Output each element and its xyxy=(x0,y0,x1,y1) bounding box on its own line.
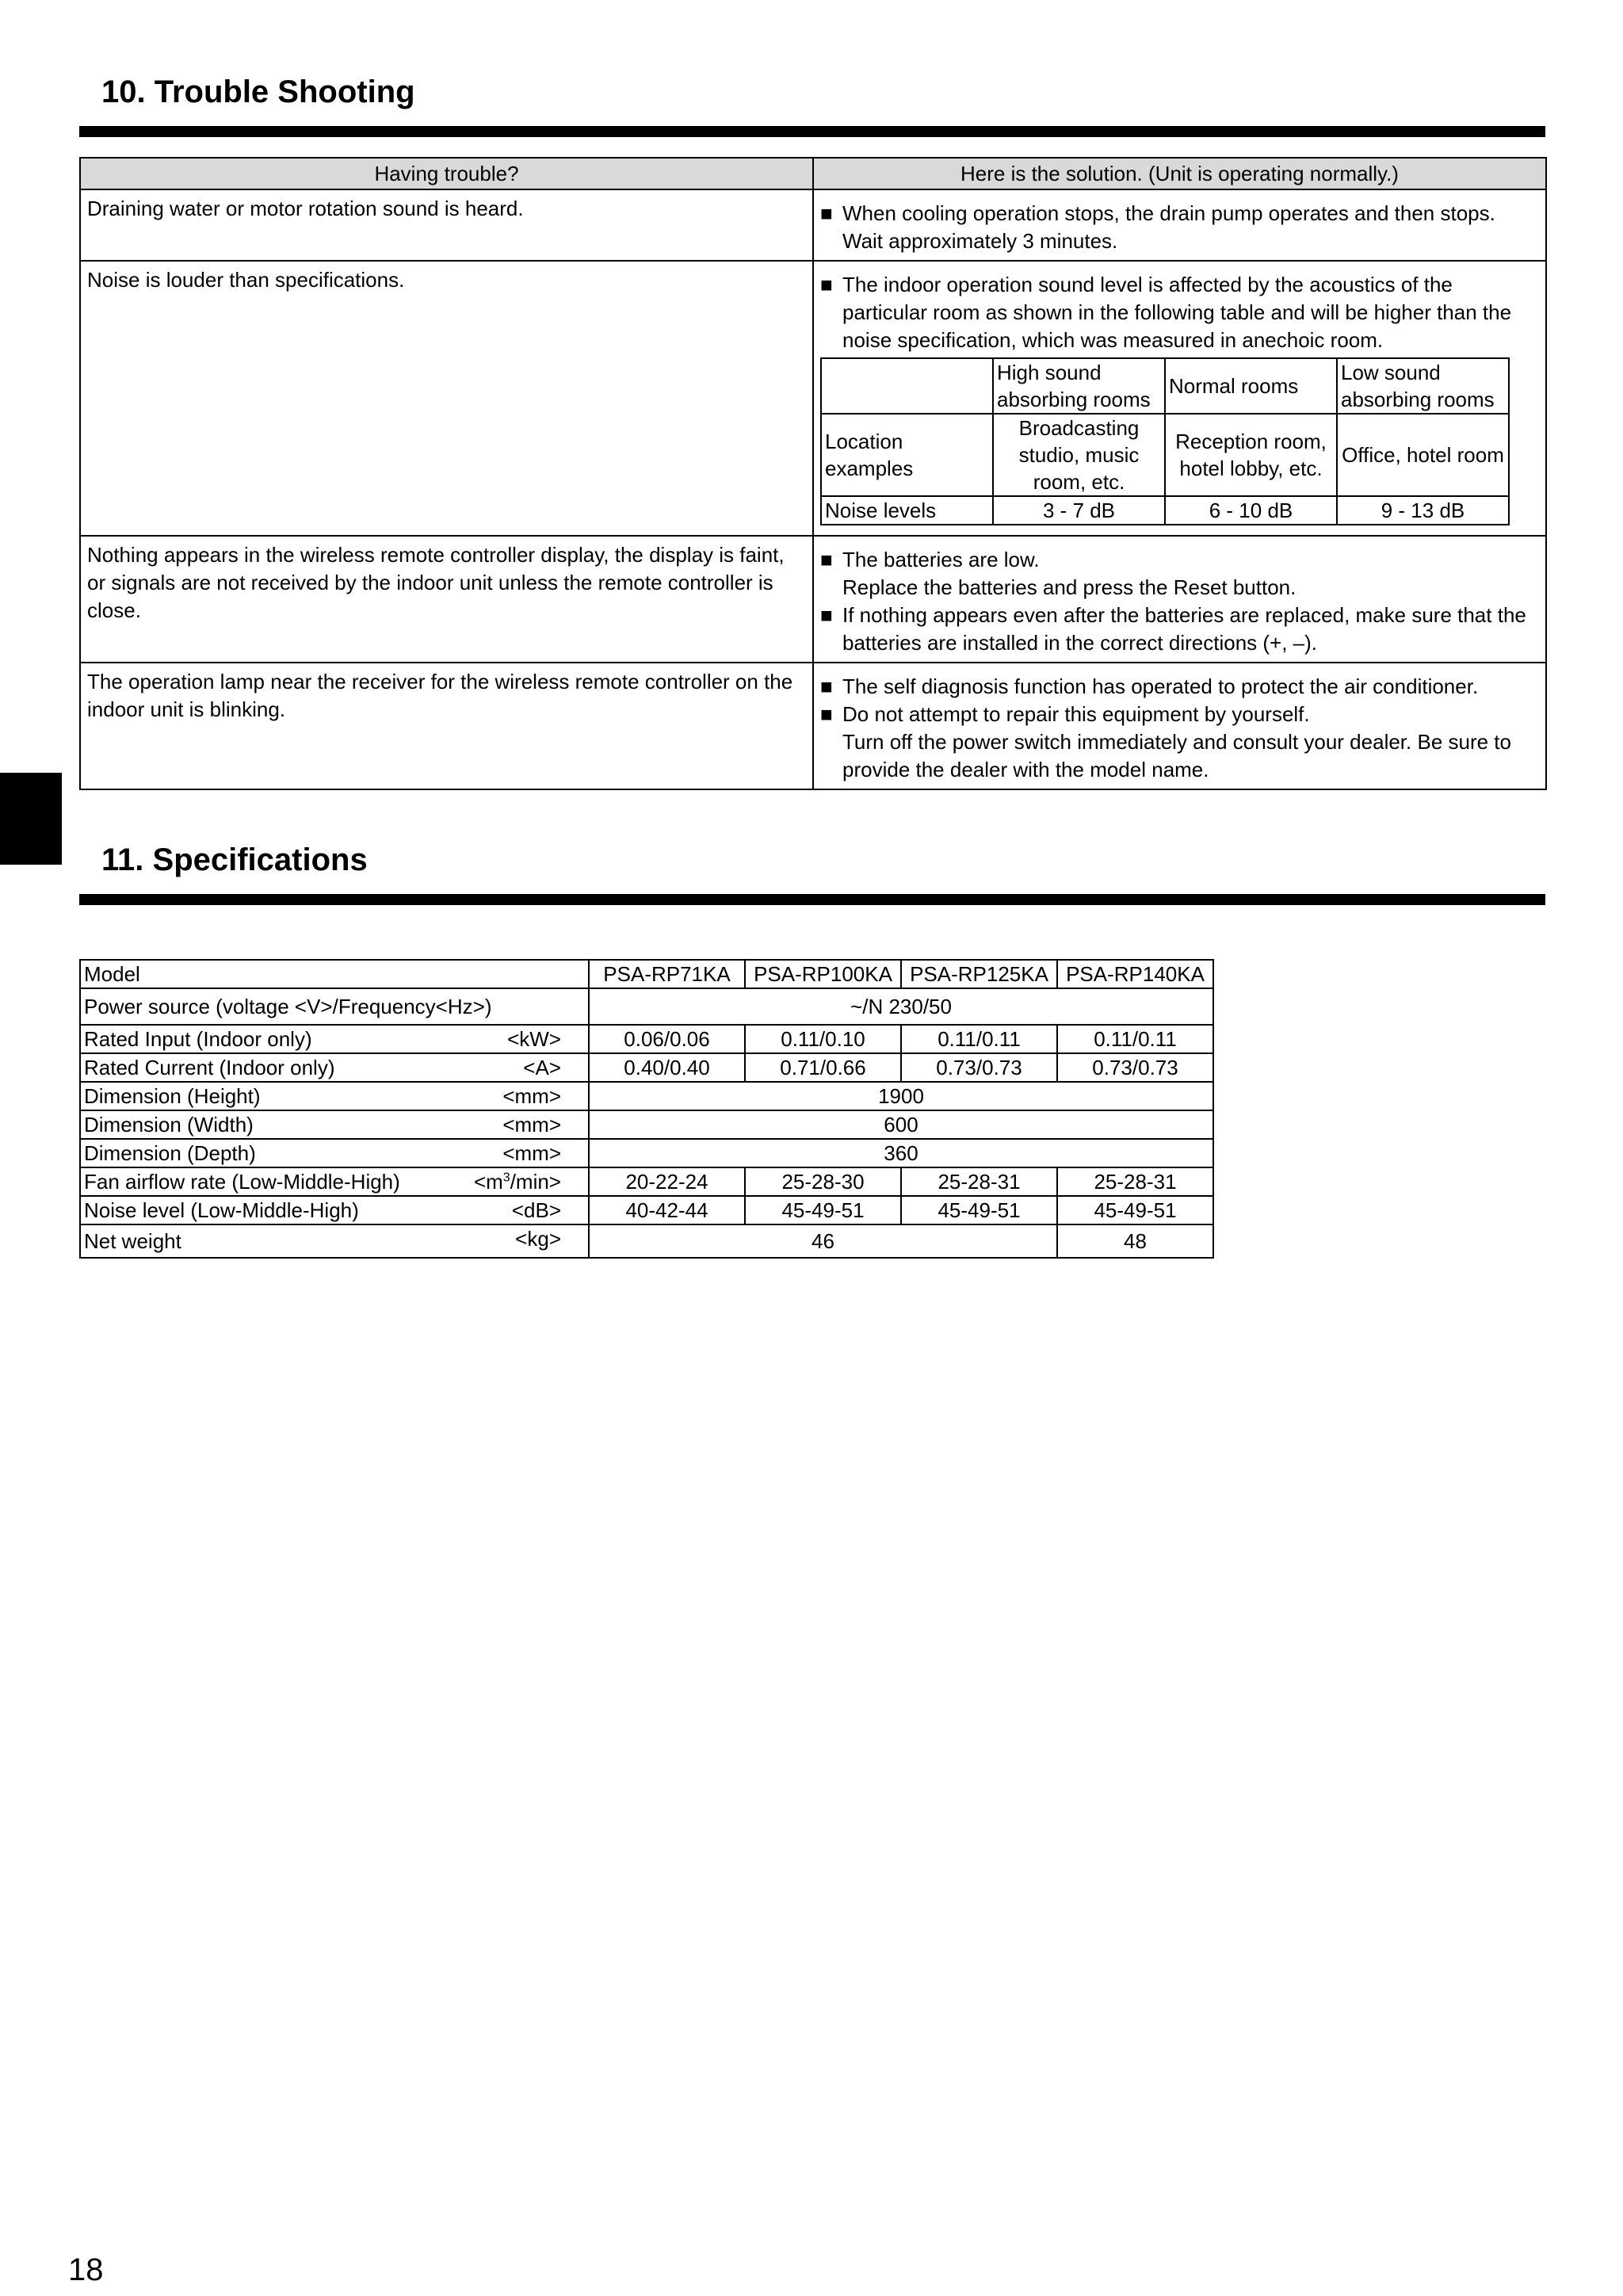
noise-label-text: Noise level (Low-Middle-High) xyxy=(84,1198,359,1222)
input-value: 0.06/0.06 xyxy=(589,1025,745,1053)
solution-cell xyxy=(813,261,1546,536)
noise-level-low: 9 - 13 dB xyxy=(1337,496,1509,525)
noise-unit: <dB> xyxy=(511,1198,561,1222)
weight-label xyxy=(80,1224,589,1258)
width-value: 600 xyxy=(589,1110,1213,1139)
depth-label xyxy=(80,1139,589,1167)
solution-text: Turn off the power switch immediately and consult your dealer. Be sure to provide the dealer with the model name. xyxy=(842,730,1511,781)
noise-value: 45-49-51 xyxy=(901,1196,1057,1224)
solution-text: The batteries are low. xyxy=(842,548,1040,571)
noise-header-normal: Normal rooms xyxy=(1165,358,1337,414)
table-row xyxy=(80,261,1546,536)
current-value: 0.73/0.73 xyxy=(901,1053,1057,1082)
solution-cell xyxy=(813,189,1546,261)
spec-row-power xyxy=(80,988,1213,1025)
current-label xyxy=(80,1053,589,1082)
current-label-text: Rated Current (Indoor only) xyxy=(84,1056,335,1079)
noise-value: 45-49-51 xyxy=(745,1196,901,1224)
solution-cell xyxy=(813,536,1546,663)
solution-text: Wait approximately 3 minutes. xyxy=(842,229,1118,253)
weight-label-text: Net weight xyxy=(84,1229,181,1253)
specifications-table xyxy=(79,959,1214,1259)
input-value: 0.11/0.10 xyxy=(745,1025,901,1053)
title-rule xyxy=(79,126,1545,137)
width-label xyxy=(80,1110,589,1139)
problem-cell: Draining water or motor rotation sound is heard. xyxy=(80,189,813,261)
current-value: 0.71/0.66 xyxy=(745,1053,901,1082)
solution-text: Replace the batteries and press the Reset button. xyxy=(842,575,1296,599)
solution-text: The self diagnosis function has operated to protect the air conditioner. xyxy=(842,674,1479,698)
noise-header-low: Low sound absorbing rooms xyxy=(1337,358,1509,414)
col-header-problem: Having trouble? xyxy=(80,158,813,189)
model-name: PSA-RP100KA xyxy=(745,960,901,988)
bullet-icon: ■ xyxy=(820,273,833,296)
problem-cell: Nothing appears in the wireless remote controller display, the display is faint, or signals are not received by the indoor unit unless the remote controller is close. xyxy=(80,536,813,663)
noise-value: 45-49-51 xyxy=(1057,1196,1213,1224)
solution-cell xyxy=(813,663,1546,789)
table-row xyxy=(80,189,1546,261)
bullet-icon: ■ xyxy=(820,674,833,698)
bullet-icon: ■ xyxy=(820,548,833,571)
side-tab-marker xyxy=(0,773,62,865)
spec-row-current xyxy=(80,1053,1213,1082)
noise-level-high: 3 - 7 dB xyxy=(993,496,1165,525)
fan-unit-post: /min> xyxy=(510,1170,561,1194)
input-label-text: Rated Input (Indoor only) xyxy=(84,1027,312,1051)
power-value: ~/N 230/50 xyxy=(589,988,1213,1025)
fan-value: 25-28-31 xyxy=(901,1167,1057,1196)
input-label xyxy=(80,1025,589,1053)
solution-text: If nothing appears even after the batteries are replaced, make sure that the batteries are installed in the correct directions (+, –). xyxy=(842,603,1526,655)
location-normal: Reception room, hotel lobby, etc. xyxy=(1165,414,1337,496)
width-label-text: Dimension (Width) xyxy=(84,1113,254,1137)
solution-text: When cooling operation stops, the drain pump operates and then stops. xyxy=(842,201,1495,225)
input-value: 0.11/0.11 xyxy=(1057,1025,1213,1053)
bullet-icon: ■ xyxy=(820,201,833,225)
fan-value: 20-22-24 xyxy=(589,1167,745,1196)
table-row xyxy=(80,536,1546,663)
bullet-icon: ■ xyxy=(820,603,833,627)
power-label: Power source (voltage <V>/Frequency<Hz>) xyxy=(80,988,589,1025)
model-name: PSA-RP140KA xyxy=(1057,960,1213,988)
location-high: Broadcasting studio, music room, etc. xyxy=(993,414,1165,496)
location-label: Location examples xyxy=(821,414,993,496)
spec-row-fan xyxy=(80,1167,1213,1196)
col-header-solution: Here is the solution. (Unit is operating normally.) xyxy=(813,158,1546,189)
weight-unit: <kg> xyxy=(515,1227,561,1251)
height-value: 1900 xyxy=(589,1082,1213,1110)
model-label: Model xyxy=(80,960,589,988)
problem-cell: Noise is louder than specifications. xyxy=(80,261,813,536)
table-row xyxy=(80,663,1546,789)
table-header-row xyxy=(80,158,1546,189)
trouble-shooting-table xyxy=(79,157,1547,790)
noise-value: 40-42-44 xyxy=(589,1196,745,1224)
noise-header-high: High sound absorbing rooms xyxy=(993,358,1165,414)
bullet-icon: ■ xyxy=(820,702,833,726)
room-noise-table xyxy=(820,357,1510,525)
fan-value: 25-28-31 xyxy=(1057,1167,1213,1196)
height-label xyxy=(80,1082,589,1110)
spec-row-input xyxy=(80,1025,1213,1053)
current-value: 0.40/0.40 xyxy=(589,1053,745,1082)
fan-label-text: Fan airflow rate (Low-Middle-High) xyxy=(84,1170,400,1194)
depth-unit: <mm> xyxy=(502,1141,561,1165)
spec-row-depth xyxy=(80,1139,1213,1167)
spec-row-weight xyxy=(80,1224,1213,1258)
current-unit: <A> xyxy=(523,1056,561,1079)
height-unit: <mm> xyxy=(502,1084,561,1108)
weight-value: 46 xyxy=(589,1224,1057,1258)
location-low: Office, hotel room xyxy=(1337,414,1509,496)
page-number: 18 xyxy=(68,2252,104,2287)
fan-unit xyxy=(474,1168,561,1195)
spec-row-width xyxy=(80,1110,1213,1139)
weight-value: 48 xyxy=(1057,1224,1213,1258)
depth-label-text: Dimension (Depth) xyxy=(84,1141,256,1165)
specifications-title: 11. Specifications xyxy=(101,842,368,877)
current-value: 0.73/0.73 xyxy=(1057,1053,1213,1082)
trouble-shooting-title: 10. Trouble Shooting xyxy=(101,74,415,109)
fan-label xyxy=(80,1167,589,1196)
fan-unit-sup: 3 xyxy=(502,1171,510,1185)
width-unit: <mm> xyxy=(502,1113,561,1137)
fan-unit-pre: <m xyxy=(473,1170,503,1194)
noise-header-empty xyxy=(821,358,993,414)
input-value: 0.11/0.11 xyxy=(901,1025,1057,1053)
solution-text: Do not attempt to repair this equipment by yourself. xyxy=(842,702,1310,726)
depth-value: 360 xyxy=(589,1139,1213,1167)
noise-levels-label: Noise levels xyxy=(821,496,993,525)
noise-label xyxy=(80,1196,589,1224)
model-name: PSA-RP125KA xyxy=(901,960,1057,988)
fan-value: 25-28-30 xyxy=(745,1167,901,1196)
spec-row-height xyxy=(80,1082,1213,1110)
problem-cell: The operation lamp near the receiver for the wireless remote controller on the indoor unit is blinking. xyxy=(80,663,813,789)
solution-text: The indoor operation sound level is affected by the acoustics of the particular room as shown in the following table and will be higher than the noise specification, which was measured in anechoic room. xyxy=(842,273,1512,352)
noise-level-normal: 6 - 10 dB xyxy=(1165,496,1337,525)
spec-row-noise xyxy=(80,1196,1213,1224)
model-name: PSA-RP71KA xyxy=(589,960,745,988)
input-unit: <kW> xyxy=(507,1027,561,1051)
spec-row-model xyxy=(80,960,1213,988)
height-label-text: Dimension (Height) xyxy=(84,1084,261,1108)
title-rule xyxy=(79,894,1545,905)
